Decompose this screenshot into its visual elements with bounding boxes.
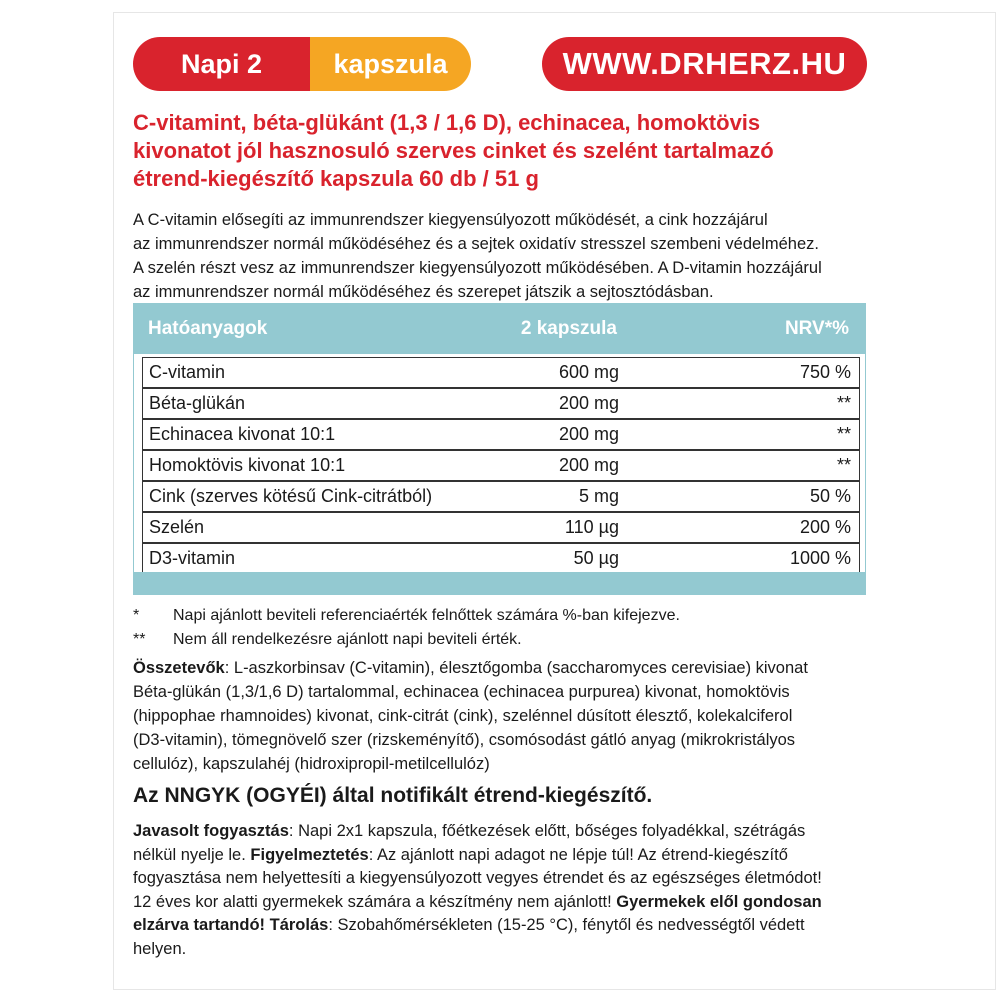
table-footer-bar (134, 572, 865, 594)
row-nrv: 1000 % (789, 548, 851, 568)
table-row (142, 450, 860, 481)
usage-line (133, 867, 893, 891)
row-amount: 50 µg (573, 548, 619, 568)
row-ingredient: Homoktövis kivonat 10:1 (149, 455, 346, 475)
dose-label: Napi 2 (133, 37, 310, 91)
website-badge: WWW.DRHERZ.HU (542, 37, 867, 91)
notification-statement: Az NNGYK (OGYÉI) által notifikált étrend-kiegészítő. (133, 784, 653, 807)
ingredients-line: (hippophae rhamnoides) kivonat, cink-citrát (cink), szelénnel dúsított élesztő, kolekalciferol (133, 707, 793, 725)
usage-section (133, 820, 893, 961)
row-amount: 200 mg (558, 455, 619, 475)
headline-line: C-vitamint, béta-glükánt (1,3 / 1,6 D), echinacea, homoktövis (133, 110, 761, 135)
row-nrv: 750 % (799, 362, 851, 382)
intro-line: az immunrendszer normál működéséhez és szerepet játszik a sejtosztódásban. (133, 283, 714, 301)
table-header (134, 304, 865, 354)
usage-line (133, 891, 893, 915)
row-ingredient: Cink (szerves kötésű Cink-citrátból) (149, 486, 433, 506)
table-row (142, 357, 860, 388)
ingredients-line: cellulóz), kapszulahéj (hidroxipropil-metilcellulóz) (133, 755, 490, 773)
ingredients-label: Összetevők (133, 659, 225, 677)
row-amount: 200 mg (558, 424, 619, 444)
headline-line: étrend-kiegészítő kapszula 60 db / 51 g (133, 166, 539, 191)
usage-text: : Szobahőmérsékleten (15-25 °C), fénytől és nedvességtől védett (328, 916, 805, 934)
usage-bold: elzárva tartandó! Tárolás (133, 916, 329, 934)
usage-line (133, 844, 893, 868)
header-amount: 2 kapszula (520, 318, 617, 339)
table-row (142, 388, 860, 419)
unit-label: kapszula (310, 37, 471, 91)
usage-bold: Figyelmeztetés (250, 845, 369, 864)
footnote-mark: ** (133, 631, 146, 648)
product-headline (133, 109, 893, 193)
ingredients-line: Béta-glükán (1,3/1,6 D) tartalommal, echinacea (echinacea purpurea) kivonat, homoktövis (133, 683, 790, 701)
row-amount: 200 mg (558, 393, 619, 413)
row-nrv: 50 % (809, 486, 851, 506)
usage-line (133, 820, 893, 844)
intro-line: A szelén részt vesz az immunrendszer kiegyensúlyozott működésében. A D-vitamin hozzájárul (133, 259, 822, 277)
headline-line: kivonatot jól hasznosuló szerves cinket és szelént tartalmazó (133, 138, 774, 163)
usage-bold: Javasolt fogyasztás (133, 822, 289, 840)
row-amount: 5 mg (578, 486, 619, 506)
row-ingredient: D3-vitamin (149, 548, 236, 568)
ingredients-section (133, 656, 893, 776)
row-nrv: 200 % (799, 517, 851, 537)
header-nrv: NRV*% (784, 318, 849, 339)
row-ingredient: Echinacea kivonat 10:1 (149, 424, 336, 444)
row-nrv: ** (836, 455, 851, 475)
row-ingredient: Béta-glükán (149, 393, 246, 413)
ingredients-line: (D3-vitamin), tömegnövelő szer (rizskeményítő), csomósodást gátló anyag (mikrokristályos (133, 731, 796, 749)
row-amount: 600 mg (558, 362, 619, 382)
row-ingredient: C-vitamin (149, 362, 226, 382)
row-ingredient: Szelén (149, 517, 205, 537)
table-row (142, 543, 860, 574)
row-nrv: ** (836, 393, 851, 413)
footnote-mark: * (133, 607, 140, 624)
intro-text (133, 208, 893, 304)
usage-text: : Az ajánlott napi adagot ne lépje túl! Az étrend-kiegészítő (368, 845, 788, 864)
intro-line: az immunrendszer normál működéséhez és a sejtek oxidatív stresszel szembeni védelméhez. (133, 235, 819, 253)
usage-text: helyen. (133, 939, 187, 958)
intro-line: A C-vitamin elősegíti az immunrendszer kiegyensúlyozott működését, a cink hozzájárul (133, 211, 768, 229)
row-amount: 110 µg (564, 517, 619, 537)
usage-text: fogyasztása nem helyettesíti a kiegyensúlyozott vegyes étrendet és az egészséges életmódot! (133, 869, 822, 887)
ingredients-line (133, 656, 893, 680)
table-row (142, 481, 860, 512)
usage-bold: Gyermekek elől gondosan (616, 892, 822, 911)
nutrition-table (133, 303, 866, 595)
usage-text: : Napi 2x1 kapszula, főétkezések előtt, bőséges folyadékkal, szétrágás (288, 822, 806, 840)
usage-text: 12 éves kor alatti gyermekek számára a készítmény nem ajánlott! (133, 892, 617, 911)
row-nrv: ** (836, 424, 851, 444)
table-row (142, 512, 860, 543)
usage-text: nélkül nyelje le. (133, 845, 251, 864)
usage-line (133, 938, 893, 962)
ingredients-text: : L-aszkorbinsav (C-vitamin), élesztőgomba (saccharomyces cerevisiae) kivonat (224, 659, 808, 677)
dosage-badge (133, 37, 471, 91)
footnote-text: Napi ajánlott beviteli referenciaérték felnőttek számára %-ban kifejezve. (173, 607, 680, 624)
table-row (142, 419, 860, 450)
footnote-text: Nem áll rendelkezésre ajánlott napi beviteli érték. (173, 631, 522, 648)
header-ingredient: Hatóanyagok (148, 318, 268, 339)
usage-line (133, 914, 893, 938)
